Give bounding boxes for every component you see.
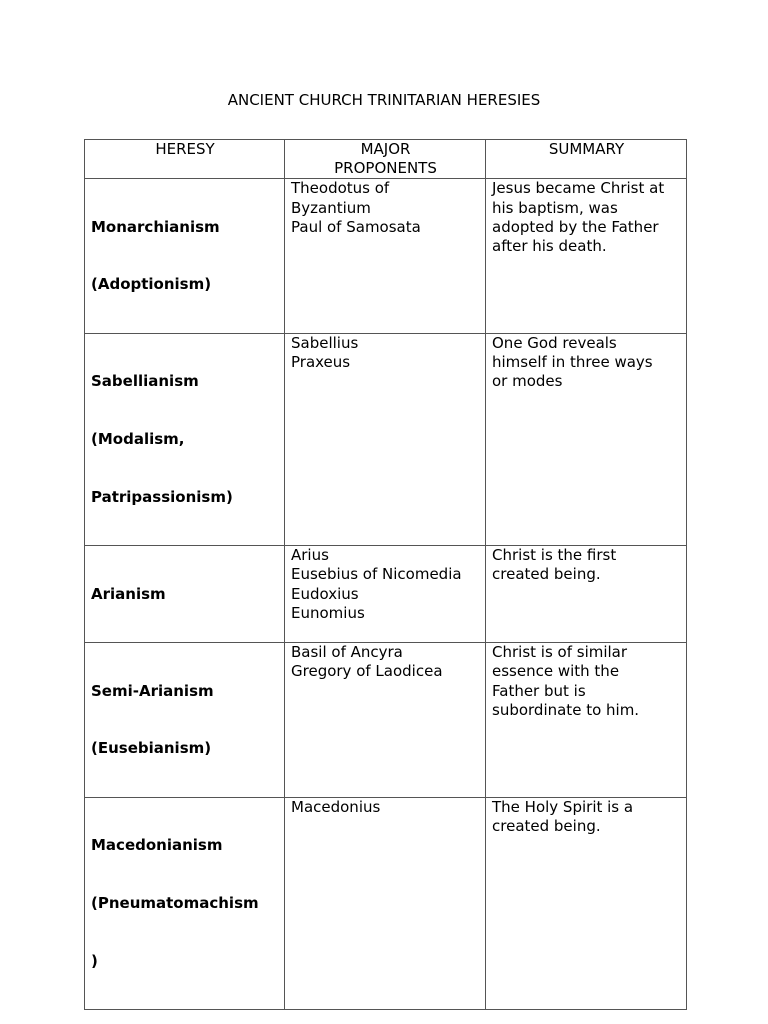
table-header-row xyxy=(85,140,687,179)
proponents-cell xyxy=(285,179,486,334)
summary-cell xyxy=(486,334,687,546)
summary-line: after his death. xyxy=(492,237,607,256)
heresy-cell xyxy=(85,179,285,334)
summary-line: Christ is the first xyxy=(492,546,617,565)
heresy-name-line: (Pneumatomachism xyxy=(91,893,259,912)
proponent-line: Gregory of Laodicea xyxy=(291,662,443,681)
summary-cell xyxy=(486,797,687,1009)
heresy-name-line: Arianism xyxy=(91,584,166,603)
summary-line: One God reveals xyxy=(492,334,617,353)
summary-line: Christ is of similar xyxy=(492,643,628,662)
proponent-line: Byzantium xyxy=(291,198,371,217)
heresy-cell xyxy=(85,797,285,1009)
header-proponents-line: MAJOR xyxy=(360,140,411,158)
summary-line: Father but is xyxy=(492,681,586,700)
proponents-cell xyxy=(285,546,486,643)
summary-line: his baptism, was xyxy=(492,198,618,217)
heresy-name-line: Sabellianism xyxy=(91,372,199,391)
summary-line: adopted by the Father xyxy=(492,217,659,236)
header-proponents-line: PROPONENTS xyxy=(334,159,437,178)
table-row xyxy=(85,334,687,546)
proponent-line: Paul of Samosata xyxy=(291,217,421,236)
table-row xyxy=(85,179,687,334)
heresies-table xyxy=(84,139,687,1010)
summary-line: The Holy Spirit is a xyxy=(492,797,634,816)
proponents-cell xyxy=(285,334,486,546)
summary-line: created being. xyxy=(492,565,601,584)
summary-line: essence with the xyxy=(492,662,620,681)
proponent-line: Eudoxius xyxy=(291,584,359,603)
proponent-line: Sabellius xyxy=(291,334,359,353)
proponents-cell xyxy=(285,797,486,1009)
heresy-name-line: (Modalism, xyxy=(91,430,185,449)
summary-cell xyxy=(486,179,687,334)
proponent-line: Basil of Ancyra xyxy=(291,643,403,662)
proponents-cell xyxy=(285,643,486,798)
heresy-name-line: Patripassionism) xyxy=(91,487,233,506)
heresy-name-line: (Adoptionism) xyxy=(91,275,212,294)
proponent-line: Eunomius xyxy=(291,603,365,622)
heresy-name-line: ) xyxy=(91,951,98,970)
summary-line: or modes xyxy=(492,372,563,391)
heresy-name-line: Macedonianism xyxy=(91,836,223,855)
table-row xyxy=(85,546,687,643)
proponent-line: Arius xyxy=(291,546,329,565)
heresy-cell xyxy=(85,334,285,546)
header-summary-label: SUMMARY xyxy=(548,140,625,158)
header-heresy-label: HERESY xyxy=(155,140,215,158)
summary-line: subordinate to him. xyxy=(492,700,640,719)
proponent-line: Macedonius xyxy=(291,797,381,816)
table-row xyxy=(85,797,687,1009)
page-title: ANCIENT CHURCH TRINITARIAN HERESIES xyxy=(227,91,541,109)
heresy-cell xyxy=(85,546,285,643)
heresy-name-line: Semi-Arianism xyxy=(91,681,214,700)
heresy-name-line: Monarchianism xyxy=(91,217,220,236)
table-row xyxy=(85,643,687,798)
proponent-line: Praxeus xyxy=(291,353,351,372)
summary-line: created being. xyxy=(492,817,601,836)
summary-cell xyxy=(486,643,687,798)
summary-line: Jesus became Christ at xyxy=(492,179,665,198)
proponent-line: Theodotus of xyxy=(291,179,390,198)
heresy-cell xyxy=(85,643,285,798)
proponent-line: Eusebius of Nicomedia xyxy=(291,565,462,584)
header-heresy xyxy=(85,140,285,179)
header-major-proponents xyxy=(285,140,486,179)
summary-cell xyxy=(486,546,687,643)
heresy-name-line: (Eusebianism) xyxy=(91,739,212,758)
summary-line: himself in three ways xyxy=(492,353,653,372)
header-summary xyxy=(486,140,687,179)
